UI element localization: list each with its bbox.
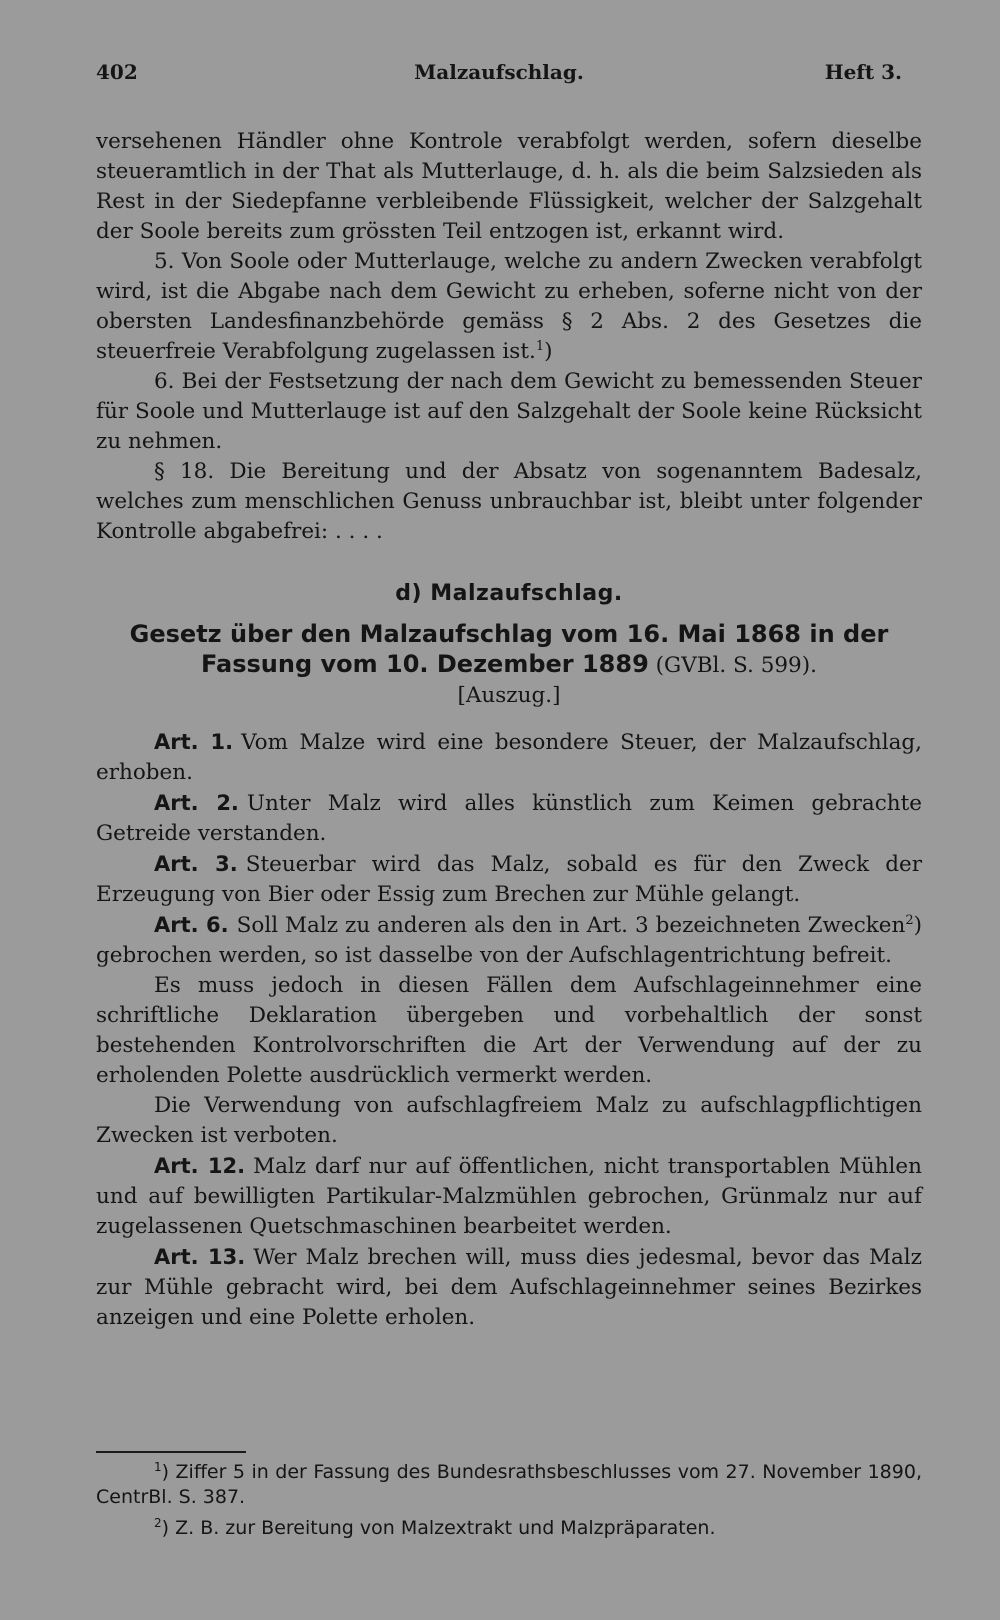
- article-13-label: Art. 13.: [154, 1245, 246, 1269]
- article-12: [96, 1151, 922, 1242]
- footnote-1-marker: 1: [154, 1460, 162, 1474]
- article-2-text: Unter Malz wird alles künstlich zum Keimen gebrachte Getreide verstanden.: [96, 791, 922, 846]
- law-title-reference: (GVBl. S. 599).: [655, 653, 817, 678]
- article-3-text: Steuerbar wird das Malz, sobald es für den Zweck der Erzeugung von Bier oder Essig zum Brechen zur Mühle gelangt.: [96, 852, 922, 907]
- article-12-text: Malz darf nur auf öffentlichen, nicht transportablen Mühlen und auf bewilligten Partikular-Malzmühlen gebrochen, Grünmalz nur auf zugelassenen Quetschmaschinen bearbeitet werden.: [96, 1154, 923, 1239]
- article-6-paragraph-2: Es muss jedoch in diesen Fällen dem Aufschlageinnehmer eine schriftliche Deklaration übergeben und vorbehaltlich der sonst bestehenden Kontrolvorschriften die Art der Verwendung auf der zu erholenden Polette ausdrücklich vermerkt werden.: [96, 973, 922, 1088]
- article-3: [96, 849, 922, 910]
- article-1-label: Art. 1.: [154, 730, 234, 754]
- section-heading: d) Malzaufschlag.: [395, 581, 623, 606]
- paragraph-continuation: versehenen Händler ohne Kontrole verabfolgt werden, sofern dieselbe steueramtlich in der That als Mutterlauge, d. h. als die beim Salzsieden als Rest in der Siedepfanne verbleibende Flüssigkeit, welcher der Salzgehalt der Soole bereits zum grössten Teil entzogen ist, erkannt wird.: [96, 129, 922, 244]
- paragraph-item-6: 6. Bei der Festsetzung der nach dem Gewicht zu bemessenden Steuer für Soole und Mutterlauge ist auf den Salzgehalt der Soole keine Rücksicht zu nehmen.: [96, 369, 922, 454]
- article-1-text: Vom Malze wird eine besondere Steuer, der Malzaufschlag, erhoben.: [96, 730, 922, 785]
- law-title-line-2: [96, 649, 922, 681]
- law-title-line-1: Gesetz über den Malzaufschlag vom 16. Mai 1868 in der: [129, 620, 889, 648]
- article-13: [96, 1242, 922, 1333]
- footnote-2: [96, 1516, 922, 1541]
- article-1: [96, 727, 922, 788]
- running-title: Malzaufschlag.: [414, 60, 584, 84]
- footnote-1-text: ) Ziffer 5 in der Fassung des Bundesrathsbeschlusses vom 27. November 1890, CentrBl. S. 387.: [96, 1461, 922, 1508]
- excerpt-note: [Auszug.]: [457, 683, 561, 708]
- paragraph-section-18: § 18. Die Bereitung und der Absatz von sogenanntem Badesalz, welches zum menschlichen Genuss unbrauchbar ist, bleibt unter folgender Kontrolle abgabefrei: . . . .: [96, 459, 922, 544]
- page-number: 402: [96, 60, 138, 84]
- item-5-text: 5. Von Soole oder Mutterlauge, welche zu andern Zwecken verabfolgt wird, ist die Abgabe nach dem Gewicht zu erheben, soferne nicht von der obersten Landesfinanzbehörde gemäss § 2 Abs. 2 des Gesetzes die steuerfreie Verabfolgung zugelassen ist.: [96, 249, 922, 364]
- law-title-date: Fassung vom 10. Dezember 1889: [201, 650, 649, 678]
- footnote-2-marker: 2: [154, 1516, 162, 1530]
- footnote-2-text: ) Z. B. zur Bereitung von Malzextrakt und Malzpräparaten.: [161, 1517, 716, 1539]
- footnote-divider: [96, 1451, 246, 1453]
- footnote-1: [96, 1460, 922, 1510]
- footnote-ref-1[interactable]: 1: [535, 339, 545, 354]
- law-title: [96, 619, 922, 681]
- issue-number: Heft 3.: [824, 60, 902, 84]
- main-text: [96, 127, 922, 1333]
- article-3-label: Art. 3.: [154, 852, 238, 876]
- article-2-label: Art. 2.: [154, 791, 239, 815]
- paragraph-item-5: [96, 247, 922, 367]
- article-12-label: Art. 12.: [154, 1154, 246, 1178]
- footnote-ref-2[interactable]: 2: [905, 913, 914, 928]
- article-6-label: Art. 6.: [154, 913, 229, 937]
- footnotes: [96, 1460, 922, 1547]
- article-6-text-a: Soll Malz zu anderen als den in Art. 3 bezeichneten Zwecken: [236, 913, 906, 938]
- article-2: [96, 788, 922, 849]
- running-header: [96, 60, 902, 90]
- article-6-text-b: ) gebrochen werden, so ist dasselbe von der Aufschlagentrichtung befreit.: [96, 913, 923, 968]
- article-13-text: Wer Malz brechen will, muss dies jedesmal, bevor das Malz zur Mühle gebracht wird, bei dem Aufschlageinnehmer seines Bezirkes anzeigen und eine Polette erholen.: [96, 1245, 923, 1330]
- article-6: [96, 910, 922, 971]
- item-5-paren: ): [544, 339, 553, 364]
- article-6-paragraph-3: Die Verwendung von aufschlagfreiem Malz zu aufschlagpflichtigen Zwecken ist verboten.: [96, 1093, 922, 1148]
